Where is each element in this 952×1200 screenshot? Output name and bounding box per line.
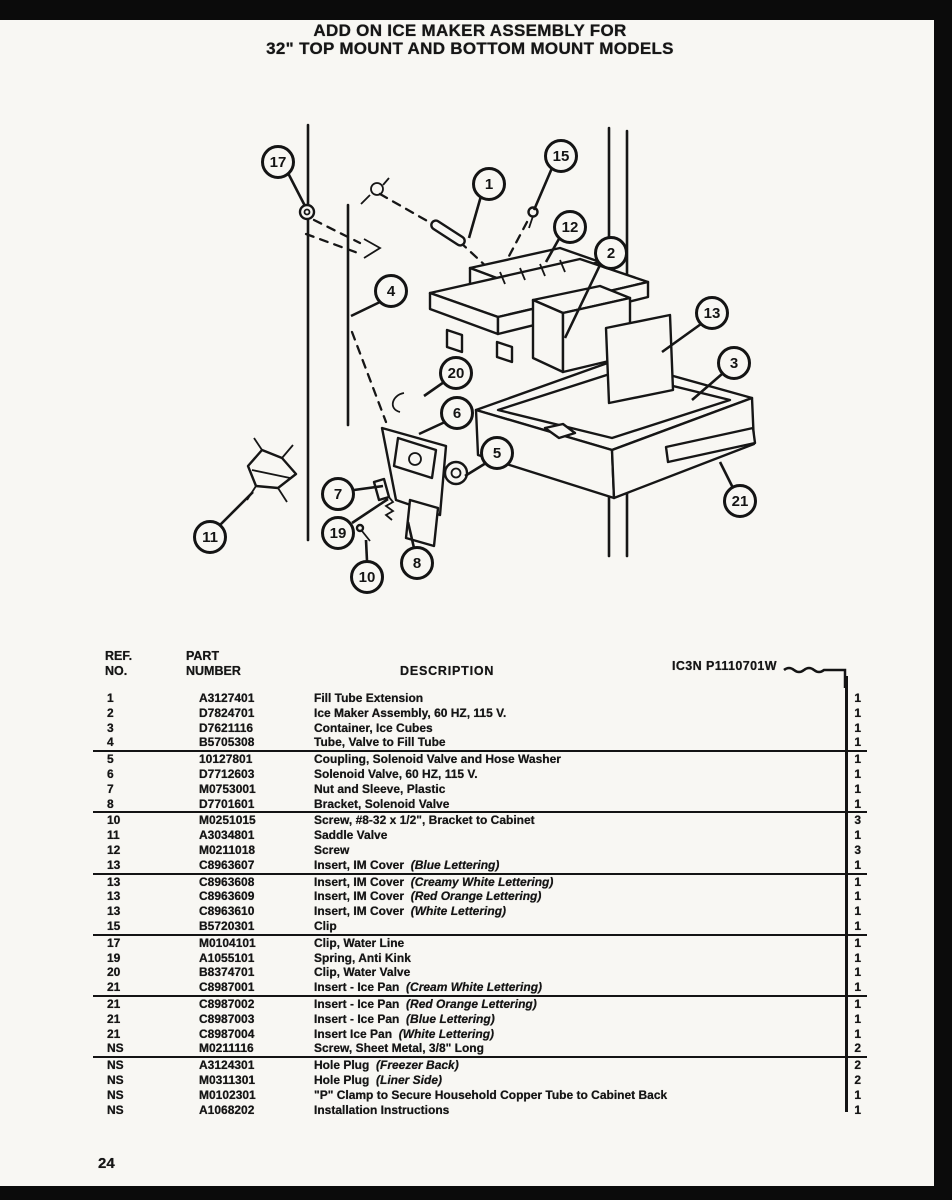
description-text: Hole Plug: [314, 1058, 370, 1073]
table-row: [93, 812, 867, 828]
ref-no-cell: 2: [107, 705, 114, 720]
part-number-cell: D7712603: [199, 766, 255, 781]
quantity-cell: 1: [854, 691, 861, 705]
quantity-cell: 1: [766, 797, 867, 813]
svg-text:2: 2: [606, 245, 616, 262]
description-cell: [314, 889, 766, 904]
description-cell: [314, 691, 766, 706]
quantity-cell: 1: [854, 705, 861, 720]
exploded-diagram: [185, 115, 785, 610]
parts-table-body: [93, 691, 867, 1117]
quantity-cell: 1: [854, 1102, 861, 1117]
water-valve-clip-shape: [393, 393, 404, 412]
description-note: (Red Orange Lettering): [399, 996, 537, 1011]
quantity-cell: 1: [854, 1087, 861, 1102]
description-text: Saddle Valve: [314, 828, 388, 843]
callout-20: [424, 358, 472, 397]
part-number-cell: B8374701: [199, 965, 255, 980]
svg-text:13: 13: [703, 305, 721, 322]
part-number-cell: C8987003: [199, 1011, 255, 1026]
description-text: Insert Ice Pan: [314, 1026, 393, 1041]
description-text: "P" Clamp to Secure Household Copper Tube to Cabinet Back: [314, 1087, 668, 1102]
ref-no-cell: 3: [107, 720, 114, 735]
ref-no-cell: 21: [93, 980, 199, 996]
header-ref-line1: REF.: [105, 649, 133, 663]
table-row: [93, 980, 867, 996]
part-number-cell: 10127801: [199, 752, 253, 767]
part-number-cell: D7824701: [199, 705, 255, 720]
quantity-cell: 1: [854, 720, 861, 735]
description-note: (Freezer Back): [369, 1058, 459, 1073]
saddle-valve-shape: [247, 438, 296, 502]
quantity-cell: 2: [854, 1058, 861, 1073]
description-cell: [314, 812, 766, 828]
svg-text:1: 1: [484, 176, 494, 193]
description-cell: [314, 782, 766, 797]
table-row: [93, 706, 867, 721]
description-cell: [314, 828, 766, 843]
quantity-cell: 1: [854, 752, 861, 767]
description-cell: [314, 858, 766, 874]
description-text: Clip, Water Valve: [314, 965, 411, 980]
description-cell: [314, 721, 766, 736]
callout-1: [469, 169, 505, 239]
svg-text:19: 19: [329, 525, 347, 542]
callout-4: [351, 276, 407, 317]
part-number-cell: C8987001: [199, 980, 314, 996]
ref-no-cell: 21: [107, 1011, 121, 1026]
quantity-cell: 1: [854, 1026, 861, 1041]
quantity-cell: 1: [854, 996, 861, 1011]
quantity-cell: 1: [854, 889, 861, 904]
part-number-cell: A3124301: [199, 1058, 255, 1073]
ref-no-cell: 6: [107, 766, 114, 781]
ref-no-cell: 8: [93, 797, 199, 813]
quantity-cell: 1: [854, 965, 861, 980]
table-row: [93, 919, 867, 935]
description-text: Installation Instructions: [314, 1102, 450, 1117]
description-note: (Blue Lettering): [399, 1011, 495, 1026]
table-row: [93, 735, 867, 751]
bracket-screw-shape: [357, 525, 370, 541]
callout-17: [263, 147, 306, 207]
svg-text:5: 5: [492, 445, 502, 462]
description-text: Spring, Anti Kink: [314, 950, 411, 965]
table-row: [93, 797, 867, 813]
table-row: [93, 751, 867, 767]
description-note: (White Lettering): [392, 1026, 495, 1041]
description-text: Insert, IM Cover: [314, 889, 405, 904]
table-row: [93, 843, 867, 858]
quantity-cell: 1: [854, 950, 861, 965]
part-number-cell: A3034801: [199, 828, 255, 843]
ref-no-cell: 1: [107, 691, 114, 705]
callout-5: [465, 438, 513, 477]
table-row: [93, 1073, 867, 1088]
svg-text:10: 10: [358, 569, 376, 586]
description-cell: [314, 735, 766, 751]
part-number-cell: M0311301: [199, 1072, 256, 1087]
ref-no-cell: NS: [107, 1058, 124, 1073]
callout-13: [662, 298, 728, 353]
description-cell: [314, 1027, 766, 1042]
description-note: (Blue Lettering): [404, 857, 500, 872]
nut-sleeve-shape: [374, 479, 389, 500]
table-row: [93, 1088, 867, 1103]
scan-edge-top: [0, 0, 952, 20]
table-row: [93, 721, 867, 736]
table-row: [93, 935, 867, 951]
table-row: [93, 828, 867, 843]
table-row: [93, 996, 867, 1012]
part-number-cell: M0104101: [199, 935, 256, 950]
description-cell: [314, 797, 766, 813]
ref-no-cell: NS: [107, 1102, 124, 1117]
header-description: DESCRIPTION: [400, 664, 495, 678]
svg-text:6: 6: [452, 405, 462, 422]
ref-no-cell: 15: [93, 919, 199, 935]
coupling-shape: [445, 462, 467, 484]
callout-15: [534, 141, 577, 211]
part-number-cell: C8963608: [199, 874, 255, 889]
description-cell: [314, 874, 766, 890]
description-cell: [314, 1073, 766, 1088]
table-row: [93, 767, 867, 782]
ref-no-cell: NS: [107, 1087, 124, 1102]
table-row: [93, 965, 867, 980]
header-part-line1: PART: [186, 649, 220, 663]
ref-no-cell: 13: [93, 858, 199, 874]
part-number-cell: C8987004: [199, 1026, 255, 1041]
part-number-cell: B5705308: [199, 735, 314, 751]
part-number-cell: A1068202: [199, 1102, 255, 1117]
ref-no-cell: 19: [107, 950, 121, 965]
description-cell: [314, 706, 766, 721]
table-row: [93, 782, 867, 797]
part-number-cell: M0753001: [199, 781, 256, 796]
part-number-cell: D7701601: [199, 797, 314, 813]
ref-no-cell: NS: [93, 1041, 199, 1057]
ref-no-cell: 5: [107, 752, 114, 767]
description-text: Fill Tube Extension: [314, 691, 424, 705]
description-note: (Liner Side): [369, 1072, 443, 1087]
description-text: Nut and Sleeve, Plastic: [314, 781, 446, 796]
description-text: Container, Ice Cubes: [314, 720, 433, 735]
description-cell: [314, 1088, 766, 1103]
ref-no-cell: 13: [107, 889, 121, 904]
ref-no-cell: 7: [107, 781, 114, 796]
ref-no-cell: NS: [107, 1072, 124, 1087]
description-cell: [314, 951, 766, 966]
svg-text:4: 4: [386, 283, 396, 300]
quantity-cell: 1: [854, 781, 861, 796]
callout-6: [419, 398, 473, 435]
quantity-cell: 2: [766, 1041, 867, 1057]
scan-edge-bottom: [0, 1186, 952, 1200]
description-text: Solenoid Valve, 60 HZ, 115 V.: [314, 766, 478, 781]
quantity-cell: 1: [766, 919, 867, 935]
quantity-cell: 1: [854, 828, 861, 843]
description-cell: [314, 904, 766, 919]
description-text: Screw, Sheet Metal, 3/8" Long: [314, 1041, 484, 1056]
description-note: (Red Orange Lettering): [404, 889, 542, 904]
part-number-cell: M0251015: [199, 813, 256, 828]
description-cell: [314, 980, 766, 996]
table-row: [93, 951, 867, 966]
description-text: Clip, Water Line: [314, 935, 405, 950]
im-cover-insert-shape: [606, 315, 673, 403]
flow-arrow: [364, 239, 380, 258]
ref-no-cell: 12: [107, 842, 121, 857]
description-text: Screw: [314, 842, 350, 857]
water-line-clip-shape: [300, 205, 314, 219]
table-row: [93, 1103, 867, 1118]
ref-no-cell: 21: [107, 996, 121, 1011]
part-number-cell: M0211018: [199, 842, 256, 857]
svg-text:12: 12: [561, 219, 579, 236]
svg-text:3: 3: [729, 355, 739, 372]
table-row: [93, 858, 867, 874]
svg-text:17: 17: [269, 154, 287, 171]
svg-text:11: 11: [202, 529, 218, 546]
svg-text:21: 21: [731, 493, 749, 510]
description-text: Insert - Ice Pan: [314, 996, 400, 1011]
quantity-cell: 3: [854, 842, 861, 857]
quantity-cell: 1: [854, 874, 861, 889]
quantity-cell: 1: [854, 1011, 861, 1026]
quantity-cell: 2: [854, 1072, 861, 1087]
part-number-cell: C8963609: [199, 889, 255, 904]
ref-no-cell: 13: [107, 904, 121, 919]
part-number-cell: C8963610: [199, 904, 255, 919]
part-number-cell: C8963607: [199, 858, 314, 874]
description-cell: [314, 919, 766, 935]
table-row: [93, 1012, 867, 1027]
svg-text:7: 7: [333, 486, 343, 503]
description-text: Insert, IM Cover: [314, 857, 405, 872]
part-number-cell: D7621116: [199, 720, 254, 735]
description-text: Insert - Ice Pan: [314, 1011, 400, 1026]
page-number: 24: [98, 1155, 115, 1172]
part-number-cell: M0102301: [199, 1087, 256, 1102]
screw-15-shape: [529, 208, 538, 229]
description-text: Tube, Valve to Fill Tube: [314, 735, 446, 750]
svg-text:8: 8: [412, 555, 422, 572]
ref-no-cell: 13: [107, 874, 121, 889]
table-row: [93, 1041, 867, 1057]
part-number-cell: M0211116: [199, 1041, 314, 1057]
description-note: (Cream White Lettering): [399, 980, 543, 995]
header-ref-line2: NO.: [105, 664, 128, 678]
header-part-line2: NUMBER: [186, 664, 241, 678]
svg-text:15: 15: [552, 148, 570, 165]
table-row: [93, 691, 867, 706]
description-text: Insert - Ice Pan: [314, 980, 400, 995]
table-row: [93, 904, 867, 919]
description-note: (Creamy White Lettering): [404, 874, 554, 889]
svg-text:20: 20: [447, 365, 465, 382]
description-cell: [314, 767, 766, 782]
description-cell: [314, 751, 766, 767]
description-cell: [314, 1041, 766, 1057]
quantity-cell: 1: [766, 735, 867, 751]
part-number-cell: A1055101: [199, 950, 255, 965]
callout-11: [195, 492, 254, 553]
table-row: [93, 889, 867, 904]
callout-21: [720, 462, 756, 517]
quantity-cell: 1: [766, 980, 867, 996]
description-cell: [314, 1103, 766, 1118]
description-text: Screw, #8-32 x 1/2", Bracket to Cabinet: [314, 813, 535, 828]
description-text: Coupling, Solenoid Valve and Hose Washer: [314, 752, 561, 767]
ref-no-cell: 17: [107, 935, 121, 950]
table-row: [93, 1027, 867, 1042]
model-code: IC3N P1110701W: [672, 659, 777, 673]
page-title-line1: ADD ON ICE MAKER ASSEMBLY FOR: [313, 21, 627, 40]
part-number-cell: A3127401: [199, 691, 255, 705]
description-cell: [314, 1057, 766, 1073]
description-text: Insert, IM Cover: [314, 904, 405, 919]
ref-no-cell: 20: [107, 965, 121, 980]
quantity-cell: 1: [854, 904, 861, 919]
description-cell: [314, 843, 766, 858]
description-cell: [314, 996, 766, 1012]
ref-no-cell: 21: [107, 1026, 121, 1041]
fill-tube-shape: [430, 219, 467, 247]
part-number-cell: B5720301: [199, 919, 314, 935]
description-cell: [314, 965, 766, 980]
callout-10: [352, 540, 383, 593]
quantity-cell: 1: [854, 766, 861, 781]
water-inlet-fitting: [361, 178, 389, 204]
ref-no-cell: 10: [107, 813, 121, 828]
quantity-cell: 3: [854, 813, 861, 828]
scan-edge-right: [934, 0, 952, 1200]
description-text: Insert, IM Cover: [314, 874, 405, 889]
page-title-line2: 32" TOP MOUNT AND BOTTOM MOUNT MODELS: [266, 39, 674, 58]
description-text: Hole Plug: [314, 1072, 370, 1087]
description-cell: [314, 1012, 766, 1027]
ref-no-cell: 4: [93, 735, 199, 751]
description-text: Clip: [314, 918, 337, 933]
description-text: Ice Maker Assembly, 60 HZ, 115 V.: [314, 705, 507, 720]
description-text: Bracket, Solenoid Valve: [314, 796, 450, 811]
parts-table: [93, 691, 867, 1117]
quantity-cell: 1: [766, 858, 867, 874]
description-cell: [314, 935, 766, 951]
quantity-cell: 1: [854, 935, 861, 950]
page-title: [0, 22, 940, 58]
description-note: (White Lettering): [404, 904, 507, 919]
table-row: [93, 1057, 867, 1073]
ref-no-cell: 11: [107, 828, 120, 843]
part-number-cell: C8987002: [199, 996, 255, 1011]
table-row: [93, 874, 867, 890]
